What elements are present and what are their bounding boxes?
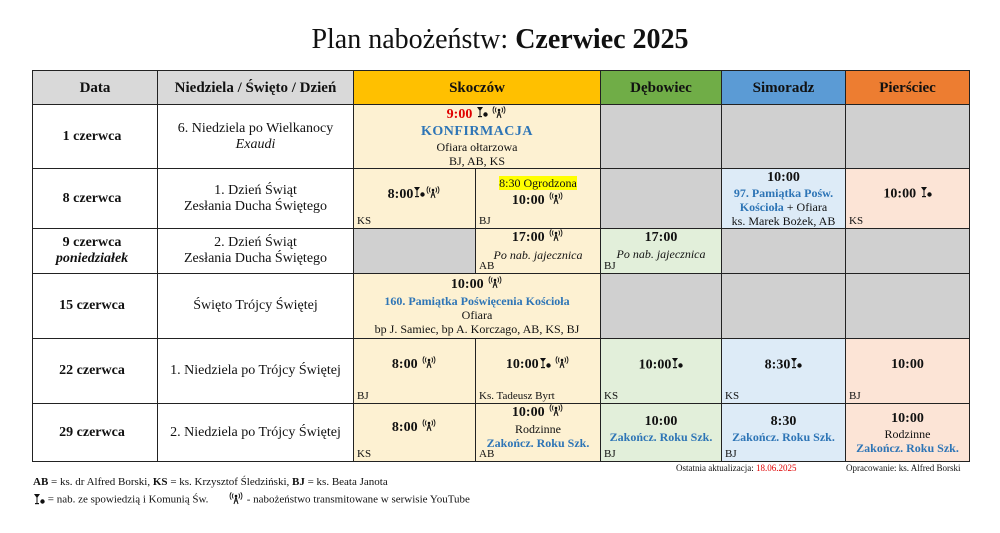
chalice-wafer-icon [671, 357, 683, 374]
row-day [158, 229, 354, 274]
service-time: 10:00 [511, 404, 545, 420]
author-note: Opracowanie: ks. Alfred Borski [846, 463, 961, 473]
date-weekday: poniedziałek [55, 251, 129, 266]
row-date: 1 czerwca [33, 105, 158, 169]
chalice-wafer-icon [476, 106, 488, 123]
legend-youtube-text: - nabożeństwo transmitowane w serwisie YouTube [246, 493, 470, 506]
highlighted-note: 8:30 Ogrodzona [499, 175, 577, 190]
row-day [158, 274, 354, 339]
broadcast-antenna-icon [425, 186, 441, 204]
last-update-note [676, 463, 796, 473]
piersciec-empty [846, 105, 970, 169]
service-clergy: KS [725, 390, 740, 402]
service-time: 8:30 [764, 357, 791, 373]
broadcast-antenna-icon [228, 492, 244, 508]
skoczow-service-b [476, 339, 601, 404]
broadcast-antenna-icon [554, 356, 570, 374]
simoradz-service [722, 339, 846, 404]
table-row [33, 229, 970, 274]
broadcast-antenna-icon [487, 276, 503, 294]
service-clergy: BJ [604, 260, 616, 272]
legend-ab-code: AB [33, 476, 49, 488]
piersciec-service [846, 404, 970, 462]
service-title: Zakończ. Roku Szk. [732, 429, 835, 444]
day-name: 1. Dzień Świąt [214, 182, 297, 198]
day-name-line2: Zesłania Ducha Świętego [183, 251, 328, 266]
row-date: 29 czerwca [33, 404, 158, 462]
piersciec-service [846, 339, 970, 404]
header-day: Niedziela / Święto / Dzień [158, 71, 354, 105]
row-day [158, 169, 354, 229]
simoradz-empty [722, 274, 846, 339]
legend-communion-text: = nab. ze spowiedzią i Komunią Św. [47, 493, 209, 506]
service-clergy: BJ [604, 448, 616, 460]
service-time: 10:00 [891, 410, 924, 426]
service-time: 10:00 [505, 357, 539, 373]
last-update-label: Ostatnia aktualizacja: [676, 463, 754, 473]
chalice-wafer-icon [33, 493, 45, 508]
service-clergy: AB [479, 448, 495, 460]
service-clergy: KS [849, 215, 864, 227]
service-time: 10:00 [644, 413, 678, 429]
header-date: Data [33, 71, 158, 105]
day-name: 6. Niedziela po Wielkanocy [177, 120, 334, 136]
debowiec-service [601, 404, 722, 462]
skoczow-service-b [476, 404, 601, 462]
chalice-wafer-icon [920, 186, 932, 203]
table-row [33, 274, 970, 339]
header-row [33, 71, 970, 105]
row-date: 15 czerwca [33, 274, 158, 339]
legend-bj-code: BJ [292, 476, 305, 488]
date-label: 9 czerwca [62, 235, 122, 250]
row-date: 22 czerwca [33, 339, 158, 404]
debowiec-service [601, 339, 722, 404]
service-note: Rodzinne [884, 426, 931, 441]
row-day [158, 105, 354, 169]
service-clergy: AB [479, 260, 495, 272]
debowiec-empty [601, 105, 722, 169]
page-title [0, 22, 1000, 58]
service-note: Ofiara [461, 308, 493, 322]
legend-icons [33, 492, 470, 508]
day-latin-name: Exaudi [235, 136, 276, 152]
row-day [158, 404, 354, 462]
broadcast-antenna-icon [491, 106, 507, 124]
service-time: 17:00 [511, 230, 545, 246]
piersciec-empty [846, 274, 970, 339]
skoczow-service [354, 274, 601, 339]
service-clergy: KS [604, 390, 619, 402]
service-title: KONFIRMACJA [420, 123, 534, 139]
service-time: 10:00 [450, 277, 484, 293]
service-clergy: BJ [357, 390, 369, 402]
service-time: 10:00 [883, 186, 917, 202]
service-time: 17:00 [644, 230, 678, 245]
legend-ks-code: KS [152, 476, 168, 488]
table-row [33, 404, 970, 462]
table-row [33, 105, 970, 169]
legend-bj-text: = ks. Beata Janota [307, 476, 388, 488]
debowiec-empty [601, 274, 722, 339]
skoczow-service-b [476, 229, 601, 274]
simoradz-service [722, 169, 846, 229]
legend-clergy [33, 476, 388, 488]
skoczow-service [354, 105, 601, 169]
table-row [33, 339, 970, 404]
simoradz-empty [722, 105, 846, 169]
service-time: 10:00 [891, 357, 924, 372]
chalice-wafer-icon [539, 357, 551, 374]
broadcast-antenna-icon [548, 404, 564, 422]
header-piersciec: Pierściec [846, 71, 970, 105]
broadcast-antenna-icon [548, 229, 564, 247]
service-time: 8:30 [770, 413, 797, 429]
service-title: Zakończ. Roku Szk. [486, 435, 590, 450]
chalice-wafer-icon [790, 357, 802, 374]
table-row [33, 169, 970, 229]
service-title-line2: Kościoła [739, 199, 784, 214]
service-time: 10:00 [767, 169, 800, 185]
day-name: 2. Niedziela po Trójcy Świętej [170, 424, 341, 440]
service-note: + Ofiara [786, 199, 828, 214]
debowiec-empty [601, 169, 722, 229]
service-clergy: BJ [725, 448, 737, 460]
skoczow-service-a [354, 169, 476, 229]
service-note: Po nab. jajecznica [616, 247, 706, 261]
day-name: 1. Niedziela po Trójcy Świętej [170, 363, 341, 378]
service-clergy: KS [357, 448, 372, 460]
service-clergy: ks. Marek Bożek, AB [731, 213, 836, 228]
header-simoradz: Simoradz [722, 71, 846, 105]
day-name: Święto Trójcy Świętej [193, 298, 318, 313]
simoradz-service [722, 404, 846, 462]
service-time: 8:00 [387, 186, 414, 202]
service-clergy: BJ, AB, KS [448, 153, 506, 168]
broadcast-antenna-icon [421, 419, 437, 437]
legend-ks-text: = ks. Krzysztof Śledziński, [170, 476, 290, 488]
last-update-date: 18.06.2025 [755, 463, 797, 473]
schedule-table [32, 70, 970, 462]
skoczow-a-empty [354, 229, 476, 274]
service-time: 8:00 [391, 419, 418, 435]
title-month: Czerwiec 2025 [515, 24, 689, 55]
service-clergy: Ks. Tadeusz Byrt [479, 390, 555, 402]
legend-ab-text: = ks. dr Alfred Borski, [51, 476, 151, 488]
service-clergy: BJ [479, 215, 491, 227]
service-note: Po nab. jajecznica [493, 248, 583, 262]
day-name: 2. Dzień Świąt [214, 235, 297, 250]
service-title: 160. Pamiątka Poświęcenia Kościoła [384, 294, 570, 308]
service-title: Zakończ. Roku Szk. [609, 429, 713, 444]
skoczow-service-a [354, 339, 476, 404]
piersciec-empty [846, 229, 970, 274]
service-note: Rodzinne [515, 421, 561, 436]
broadcast-antenna-icon [548, 192, 564, 210]
simoradz-empty [722, 229, 846, 274]
service-note: Ofiara ołtarzowa [436, 139, 518, 154]
row-date [33, 229, 158, 274]
service-time: 8:00 [391, 357, 418, 373]
service-time: 9:00 [446, 106, 473, 122]
service-clergy: KS [357, 215, 372, 227]
title-prefix: Plan nabożeństw: [311, 24, 509, 55]
service-time: 10:00 [638, 357, 672, 373]
row-day [158, 339, 354, 404]
row-date: 8 czerwca [33, 169, 158, 229]
piersciec-service [846, 169, 970, 229]
service-title: 97. Pamiątka Pośw. [733, 185, 834, 200]
header-skoczow: Skoczów [354, 71, 601, 105]
skoczow-service-a [354, 404, 476, 462]
service-time: 10:00 [511, 192, 545, 208]
service-clergy: BJ [849, 390, 861, 402]
service-clergy: bp J. Samiec, bp A. Korczago, AB, KS, BJ [374, 322, 580, 336]
header-debowiec: Dębowiec [601, 71, 722, 105]
day-name-line2: Zesłania Ducha Świętego [183, 198, 328, 214]
skoczow-service-b [476, 169, 601, 229]
debowiec-service [601, 229, 722, 274]
service-title: Zakończ. Roku Szk. [856, 440, 959, 455]
chalice-wafer-icon [413, 186, 425, 203]
broadcast-antenna-icon [421, 356, 437, 374]
